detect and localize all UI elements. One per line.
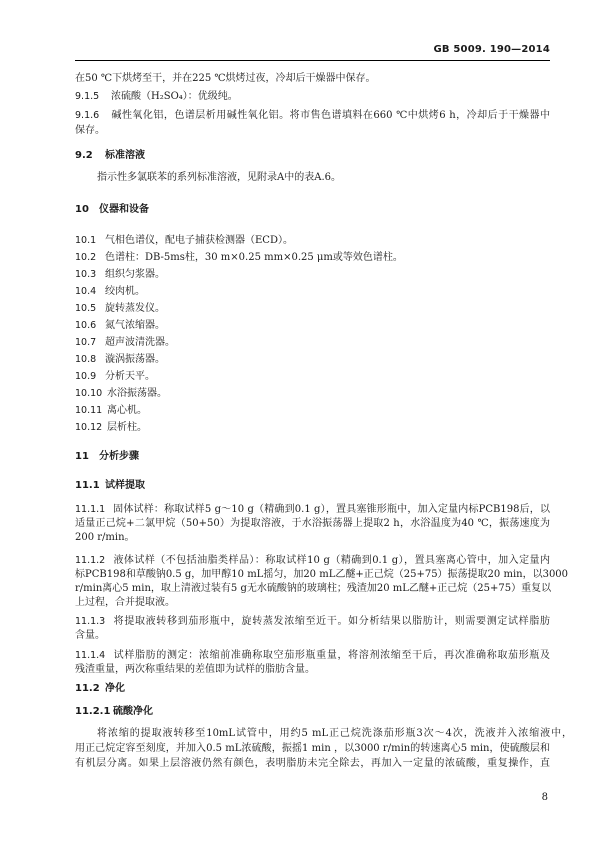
- clause-11-1-3: [75, 616, 550, 628]
- item-text: 水浴振荡器。: [107, 388, 167, 399]
- section-title: 分析步骤: [99, 451, 139, 462]
- equipment-item: [75, 303, 550, 315]
- clause-number: 11.1.4: [75, 650, 106, 661]
- clause-11-1-2: [75, 555, 550, 567]
- section-heading-11-2: [75, 683, 550, 695]
- equipment-item: [75, 252, 550, 264]
- section-title: 硫酸净化: [113, 706, 153, 717]
- item-number: 10.12: [75, 422, 103, 433]
- item-text: 分析天平。: [105, 371, 155, 382]
- text-line: 含量。: [75, 630, 105, 641]
- clause-number: 9.1.5: [75, 91, 100, 102]
- item-number: 10.1: [75, 235, 97, 246]
- clause-number: 11.1.1: [75, 504, 106, 515]
- section-heading-10: [75, 204, 550, 216]
- item-text: 氮气浓缩器。: [105, 320, 165, 331]
- section-number: 10: [75, 204, 89, 215]
- item-number: 10.11: [75, 405, 103, 416]
- item-number: 10.8: [75, 354, 97, 365]
- equipment-item: [75, 286, 550, 298]
- clause-11-1-4: [75, 650, 550, 662]
- equipment-item: [75, 405, 550, 417]
- clause-text: 液体试样（不包括油脂类样品）：称取试样10 g（精确到0.1 g），置具塞离心管中，加入定量内: [113, 555, 550, 566]
- item-text: 组织匀浆器。: [105, 269, 165, 280]
- item-text: 绞肉机。: [105, 286, 145, 297]
- section-title: 仪器和设备: [99, 204, 149, 215]
- item-number: 10.3: [75, 269, 97, 280]
- item-text: 色谱柱：DB-5ms柱，30 m×0.25 mm×0.25 μm或等效色谱柱。: [105, 252, 403, 263]
- text-line: 适量正己烷+二氯甲烷（50+50）为提取溶液，于水浴振荡器上提取2 h，水浴温度为40 ℃，振荡速度为: [75, 518, 550, 529]
- item-text: 离心机。: [107, 405, 147, 416]
- item-number: 10.9: [75, 371, 97, 382]
- section-number: 11.2.1: [75, 706, 111, 717]
- text-line: 残渣重量，两次称重结果的差值即为试样的脂肪含量。: [75, 664, 315, 675]
- clause-9-1-6: [75, 110, 550, 122]
- text-line: 在50 ℃下烘烤至干，并在225 ℃烘烤过夜，冷却后干燥器中保存。: [75, 73, 376, 84]
- item-number: 10.6: [75, 320, 97, 331]
- section-number: 11: [75, 451, 89, 462]
- item-number: 10.4: [75, 286, 97, 297]
- section-heading-11-1: [75, 480, 550, 492]
- text-line: 标PCB198和草酸钠0.5 g，加甲醇10 mL摇匀，加20 mL乙醚+正己烷（25+75）振荡提取20 min，以3000: [75, 569, 569, 580]
- clause-number: 11.1.2: [75, 555, 106, 566]
- text-line: 上过程，合并提取液。: [75, 597, 175, 608]
- equipment-item: [75, 235, 550, 247]
- clause-text: 将提取液转移到茄形瓶中，旋转蒸发浓缩至近干。如分析结果以脂肪计，则需要测定试样脂肪: [113, 616, 550, 627]
- clause-text: 浓硫酸（H₂SO₄）：优级纯。: [111, 91, 238, 102]
- page-number: 8: [541, 792, 548, 803]
- section-title: 试样提取: [105, 480, 145, 491]
- clause-text: 固体试样：称取试样5 g～10 g（精确到0.1 g），置具塞锥形瓶中，加入定量内标PCB198后，以: [113, 504, 550, 515]
- clause-number: 9.1.6: [75, 110, 100, 121]
- item-number: 10.10: [75, 388, 103, 399]
- section-number: 11.2: [75, 683, 100, 694]
- standard-number: GB 5009. 190—2014: [433, 44, 550, 55]
- item-number: 10.7: [75, 337, 97, 348]
- equipment-item: [75, 371, 550, 383]
- item-text: 气相色谱仪，配电子捕获检测器（ECD）。: [105, 235, 293, 246]
- section-title: 标准溶液: [105, 150, 145, 161]
- section-heading-11-2-1: [75, 706, 550, 718]
- equipment-item: [75, 354, 550, 366]
- clause-text: 碱性氧化铝，色谱层析用碱性氧化铝。将市售色谱填料在660 ℃中烘烤6 h，冷却后于干燥器中: [111, 110, 550, 121]
- clause-11-1-1: [75, 504, 550, 516]
- item-text: 超声波清洗器。: [105, 337, 175, 348]
- clause-text: 试样脂肪的测定：浓缩前准确称取空茄形瓶重量，将溶剂浓缩至干后，再次准确称取茄形瓶及: [113, 650, 550, 661]
- item-text: 旋转蒸发仪。: [105, 303, 165, 314]
- section-heading-9-2: [75, 150, 550, 162]
- text-line: 保存。: [75, 125, 105, 136]
- text-line: r/min离心5 min，取上清液过装有5 g无水硫酸钠的玻璃柱；残渣加20 mL乙醚+正己烷（25+75）重复以: [75, 583, 552, 594]
- text-line: 有机层分离。如果上层溶液仍然有颜色，表明脂肪未完全除去，再加入一定量的浓硫酸，重复操作，直: [75, 758, 550, 769]
- item-number: 10.2: [75, 252, 97, 263]
- header-rule: [75, 60, 550, 61]
- section-number: 9.2: [75, 150, 93, 161]
- item-text: 层析柱。: [107, 422, 147, 433]
- section-number: 11.1: [75, 480, 100, 491]
- equipment-item: [75, 269, 550, 281]
- clause-9-1-5: [75, 91, 550, 103]
- equipment-item: [75, 337, 550, 349]
- clause-number: 11.1.3: [75, 616, 106, 627]
- item-number: 10.5: [75, 303, 97, 314]
- text-line: 将浓缩的提取液转移至10mL试管中，用约5 mL正己烷洗涤茄形瓶3次～4次，洗液并入浓缩液中，: [97, 728, 572, 739]
- item-text: 漩涡振荡器。: [105, 354, 165, 365]
- equipment-item: [75, 320, 550, 332]
- equipment-item: [75, 422, 550, 434]
- section-heading-11: [75, 451, 550, 463]
- text-line: 200 r/min。: [75, 532, 135, 543]
- equipment-item: [75, 388, 550, 400]
- text-line: 用正己烷定容至刻度，并加入0.5 mL浓硫酸，振摇1 min ，以3000 r/min的转速离心5 min，使硫酸层和: [75, 743, 550, 754]
- section-title: 净化: [105, 683, 125, 694]
- paragraph: 指示性多氯联苯的系列标准溶液，见附录A中的表A.6。: [97, 172, 341, 183]
